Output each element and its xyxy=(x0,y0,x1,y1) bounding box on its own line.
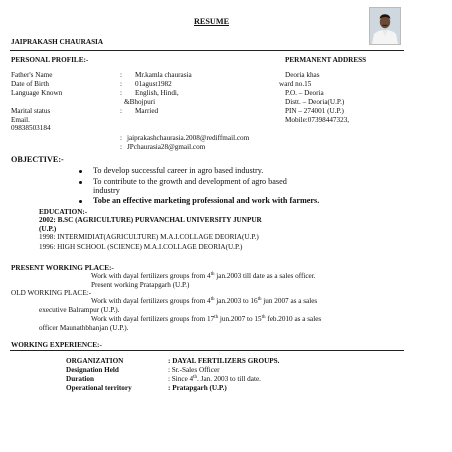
colon: : xyxy=(120,107,122,115)
language-value-2: &Bhojpuri xyxy=(124,98,156,106)
old-working-heading: OLD WORKING PLACE:- xyxy=(11,289,92,297)
present-working-line-2: Present working Pratapgarh (U.P.) xyxy=(91,281,190,289)
marital-value: Married xyxy=(135,107,159,115)
old-working-item-1-cont: executive Balrampur (U.P.). xyxy=(39,306,120,314)
dob-label: Date of Birth xyxy=(11,80,49,88)
territory-value: : Pratapgarh (U.P.) xyxy=(168,384,227,392)
colon: : xyxy=(120,80,122,88)
permanent-address-heading: PERMANENT ADDRESS xyxy=(285,56,367,64)
objective-item-1: To develop successful career in agro based industry. xyxy=(93,166,264,175)
duration-value: : Since 4th. Jan. 2003 to till date. xyxy=(168,375,261,383)
colon: : xyxy=(120,89,122,97)
duration-label: Duration xyxy=(66,375,94,383)
colon: : xyxy=(120,143,122,151)
person-photo-icon xyxy=(370,8,400,44)
email-address-2[interactable]: JPchaurasia28@gmail.com xyxy=(127,143,206,151)
bullet-icon xyxy=(79,200,82,203)
address-line-3: P.O. – Deoria xyxy=(285,89,324,97)
education-heading: EDUCATION:- xyxy=(39,208,88,216)
education-item-1-cont: (U.P.) xyxy=(39,225,57,233)
experience-divider xyxy=(10,350,404,351)
designation-label: Designation Held xyxy=(66,366,119,374)
email-address-1[interactable]: jaiprakashchaurasia.2008@rediffmail.com xyxy=(127,134,250,142)
profile-photo xyxy=(369,7,401,45)
address-line-5: PIN – 274001 (U.P.) xyxy=(285,107,344,115)
designation-value: : Sr.-Sales Officer xyxy=(168,366,220,374)
objective-item-2: To contribute to the growth and development of agro based xyxy=(93,177,287,186)
bullet-icon xyxy=(79,181,82,184)
address-line-1: Deoria khas xyxy=(285,71,320,79)
old-working-item-2: Work with dayal fertilizers groups from 17th jun.2007 to 15th feb.2010 as a sales xyxy=(91,315,322,323)
organization-value: : DAYAL FERTILIZERS GROUPS. xyxy=(168,357,280,365)
education-item-2: 1998: INTERMIDIAT(AGRICULTURE) M.A.I.COLLAGE DEORIA(U.P.) xyxy=(39,233,259,241)
resume-title: RESUME xyxy=(194,17,230,26)
bullet-icon xyxy=(79,170,82,173)
fathers-name-label: Father's Name xyxy=(11,71,53,79)
address-line-4: Distt. – Deoria(U.P.) xyxy=(285,98,345,106)
marital-label: Marital status xyxy=(11,107,51,115)
fathers-name-value: Mr.kamla chaurasia xyxy=(135,71,192,79)
colon: : xyxy=(120,71,122,79)
education-item-1: 2002: B.SC (AGRICULTURE) PURVANCHAL UNIVERSITY JUNPUR xyxy=(39,216,262,224)
personal-profile-heading: PERSONAL PROFILE:- xyxy=(11,56,89,64)
phone-number: 09838503184 xyxy=(11,124,51,132)
present-working-heading: PRESENT WORKING PLACE:- xyxy=(11,264,114,272)
territory-label: Operational territory xyxy=(66,384,132,392)
objective-heading: OBJECTIVE:- xyxy=(11,155,64,164)
old-working-item-1: Work with dayal fertilizers groups from 4th jan.2003 to 16th jun 2007 as a sales xyxy=(91,297,318,305)
candidate-name: JAIPRAKASH CHAURASIA xyxy=(11,38,104,46)
language-value: English, Hindi, xyxy=(135,89,179,97)
present-working-line-1: Work with dayal fertilizers groups from 4th jan.2003 till date as a sales officer. xyxy=(91,272,316,280)
objective-item-3: Tobe an effective marketing professional and work with farmers. xyxy=(93,196,320,205)
language-label: Language Known xyxy=(11,89,63,97)
working-experience-heading: WORKING EXPERIENCE:- xyxy=(11,341,102,349)
dob-value: 01agust1982 xyxy=(135,80,172,88)
address-line-6: Mobile:07398447323, xyxy=(285,116,350,124)
address-line-2: ward no.15 xyxy=(279,80,312,88)
education-item-3: 1996: HIGH SCHOOL (SCIENCE) M.A.I.COLLAGE DEORIA(U.P.) xyxy=(39,243,243,251)
email-label: Email. xyxy=(11,116,30,124)
colon: : xyxy=(120,134,122,142)
header-divider xyxy=(10,50,404,51)
objective-item-2-cont: industry xyxy=(93,186,120,195)
old-working-item-2-cont: officer Maunathbhanjan (U.P.). xyxy=(39,324,129,332)
organization-label: ORGANIZATION xyxy=(66,357,124,365)
